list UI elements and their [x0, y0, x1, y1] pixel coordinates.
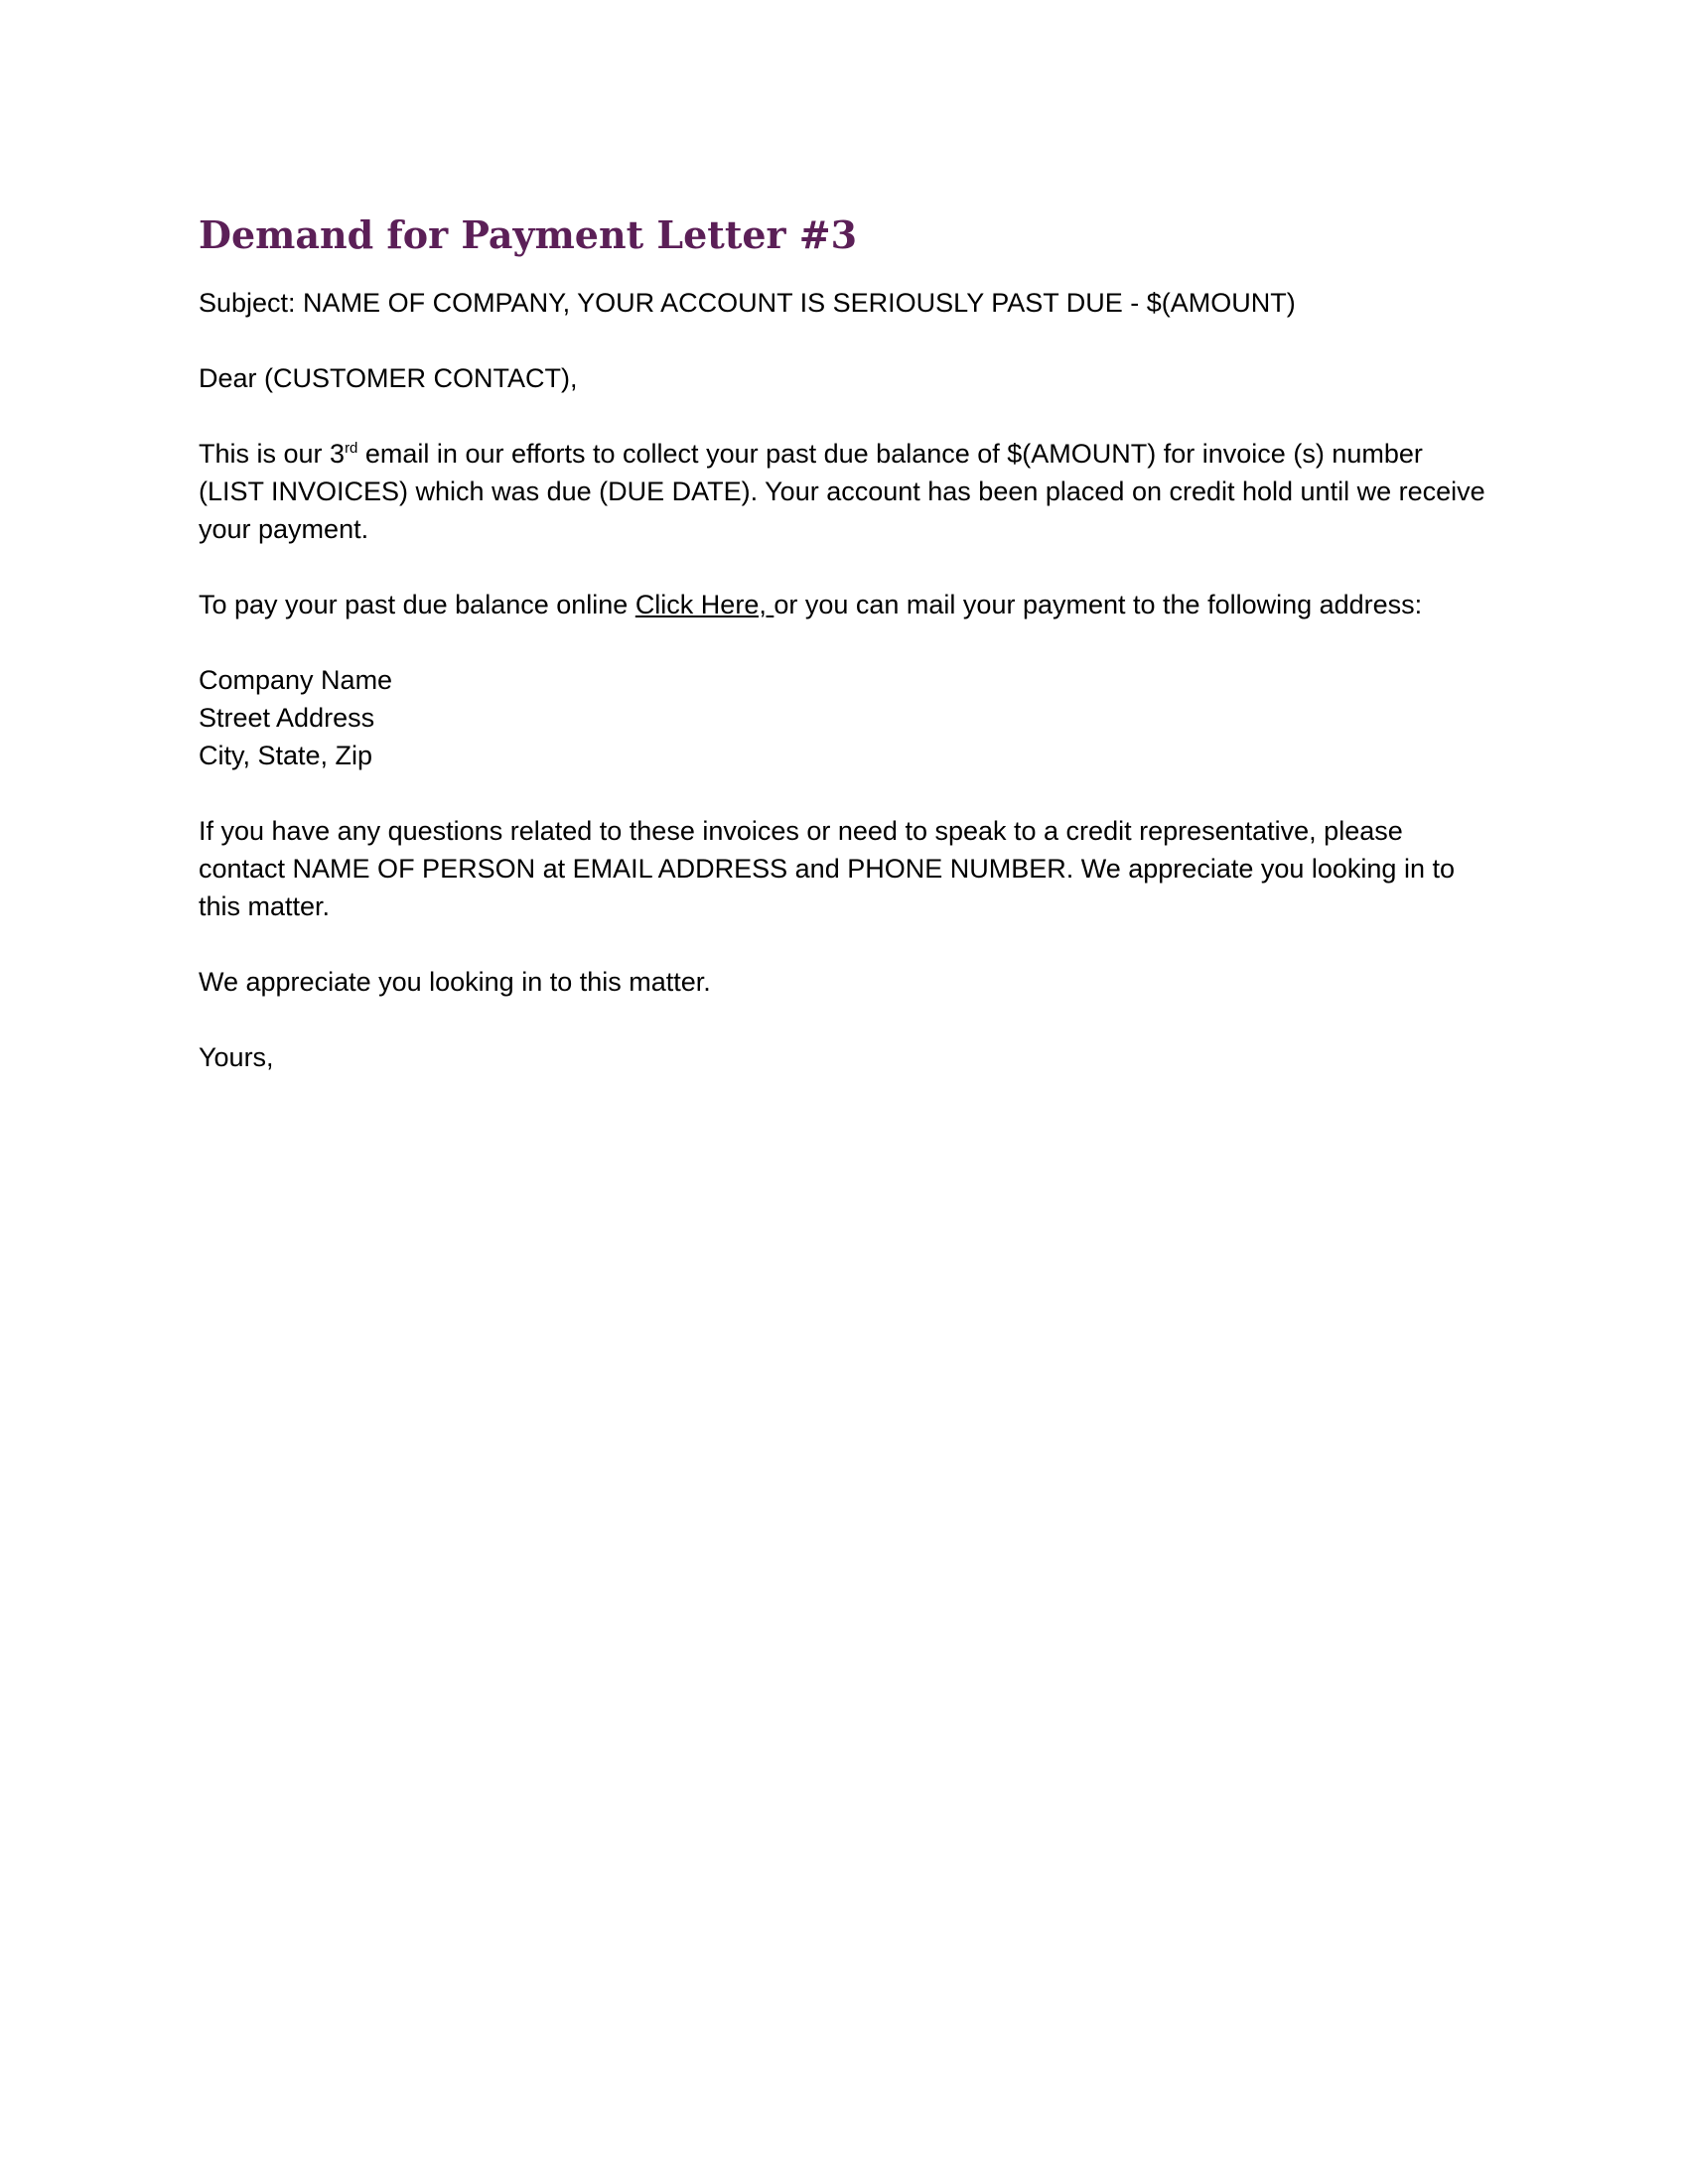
subject-line: Subject: NAME OF COMPANY, YOUR ACCOUNT IS SERIOUSLY PAST DUE - $(AMOUNT): [199, 288, 1296, 318]
paragraph-collection-notice-start: This is our 3: [199, 439, 346, 469]
mailing-address: [199, 661, 1489, 774]
address-city-state-zip: City, State, Zip: [199, 741, 373, 770]
click-here-link[interactable]: Click Here,: [634, 590, 774, 619]
paragraph-contact-info: If you have any questions related to these invoices or need to speak to a credit representative, please contact NAME OF PERSON at EMAIL ADDRESS and PHONE NUMBER. We appreciate you looking in to this matter.: [199, 816, 1455, 921]
payment-instructions-start: To pay your past due balance online: [199, 590, 635, 619]
ordinal-suffix: rd: [345, 440, 358, 457]
letter-body: [199, 210, 1489, 1114]
paragraph-collection-notice-rest: email in our efforts to collect your past due balance of $(AMOUNT) for invoice (s) number (LIST INVOICES) which was due (DUE DATE). Your account has been placed on credit hold until we receive your payment.: [199, 439, 1485, 544]
address-company-name: Company Name: [199, 665, 393, 695]
greeting: Dear (CUSTOMER CONTACT),: [199, 363, 578, 393]
letter-title: Demand for Payment Letter #3: [199, 212, 858, 257]
closing: Yours,: [199, 1042, 274, 1072]
paragraph-appreciation: We appreciate you looking in to this matter.: [199, 967, 711, 997]
paragraph-payment-instructions: [199, 586, 1489, 623]
address-street: Street Address: [199, 703, 375, 733]
payment-instructions-rest: or you can mail your payment to the following address:: [774, 590, 1423, 619]
paragraph-collection-notice: [199, 435, 1489, 548]
